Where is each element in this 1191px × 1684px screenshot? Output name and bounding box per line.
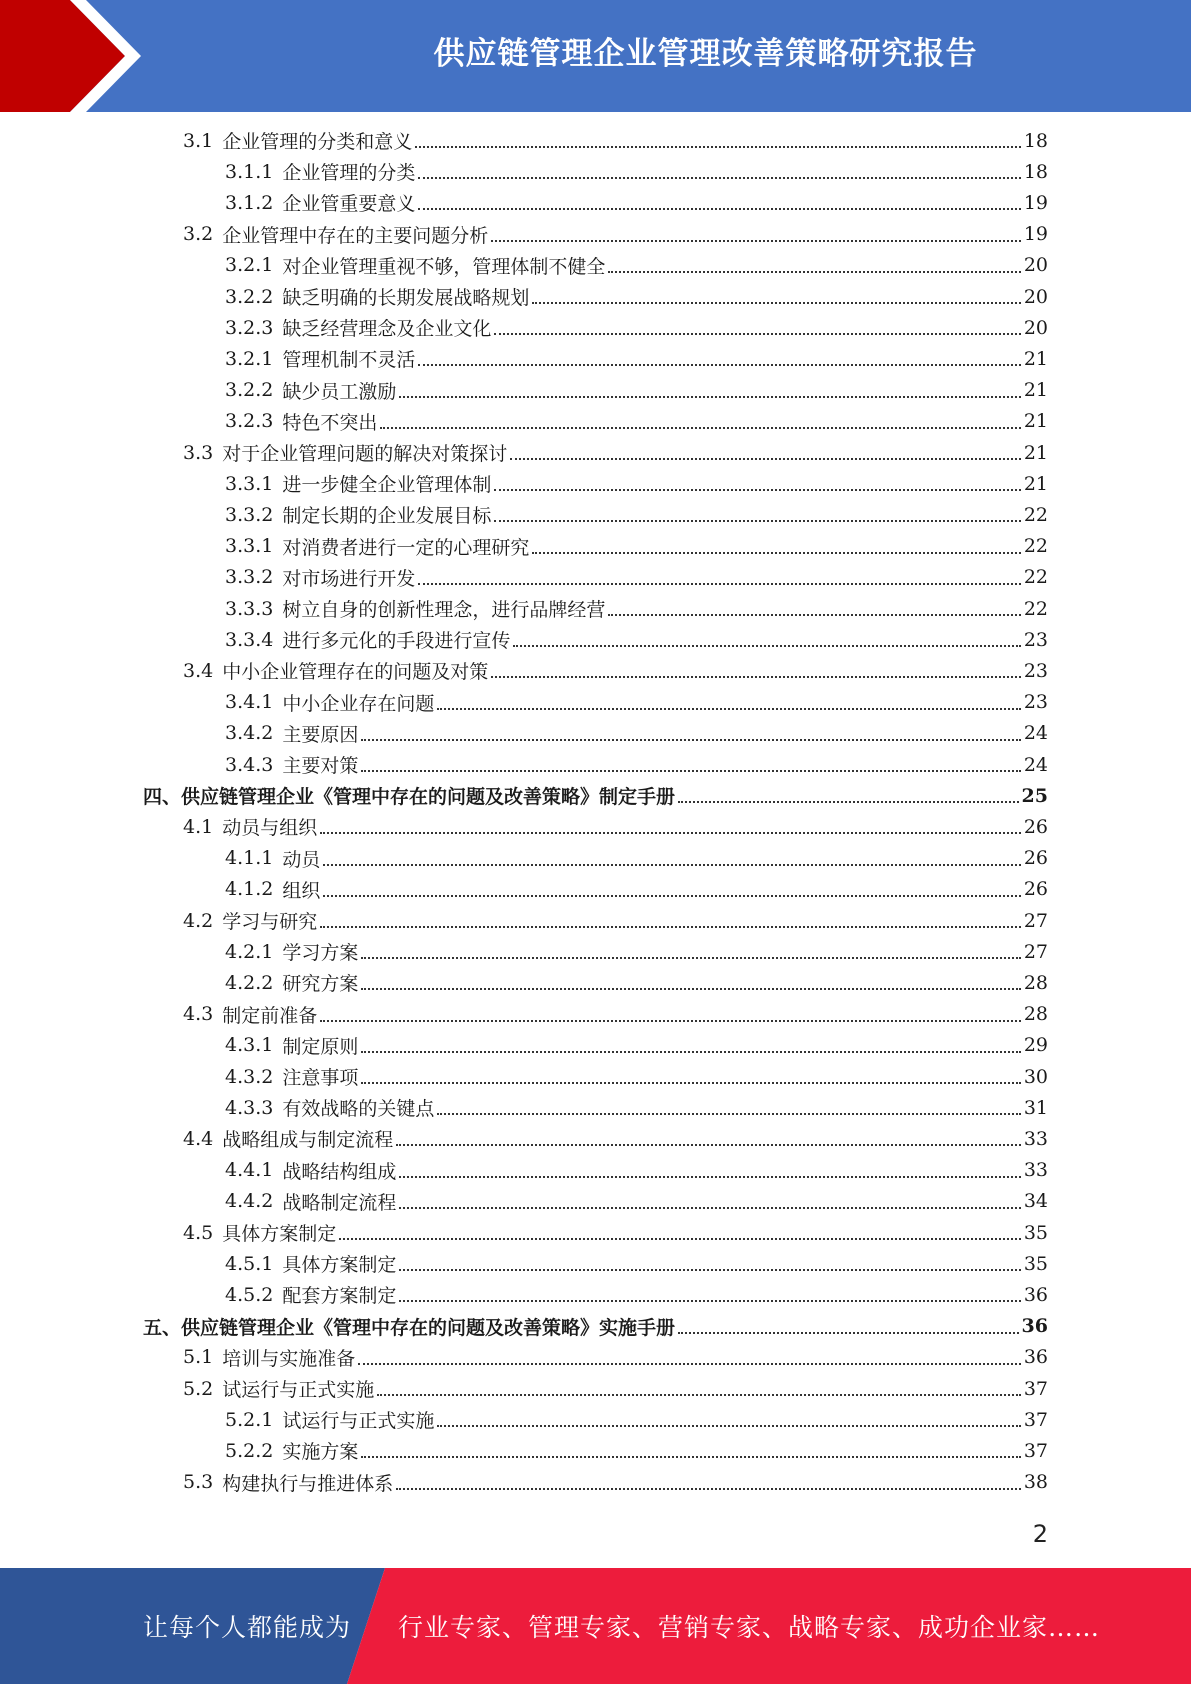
toc-entry[interactable] [183, 1217, 1048, 1248]
toc-entry-number: 3.3.1 [225, 535, 274, 558]
toc-entry[interactable] [225, 1186, 1048, 1217]
toc-entry-page: 34 [1023, 1190, 1048, 1213]
toc-entry-number: 4.1 [183, 815, 214, 838]
toc-entry-number: 4.4.2 [225, 1190, 274, 1213]
toc-entry-title: 学习方案 [282, 942, 359, 965]
toc-entry-page: 22 [1023, 597, 1048, 620]
toc-entry-page: 30 [1023, 1065, 1048, 1088]
toc-entry-page: 21 [1023, 441, 1048, 464]
toc-entry-page: 35 [1023, 1252, 1048, 1275]
toc-entry-title: 注意事项 [282, 1067, 359, 1089]
toc-entry-page: 36 [1023, 1346, 1048, 1369]
toc-entry[interactable] [225, 1030, 1048, 1061]
toc-entry-title: 企业管重要意义 [282, 193, 416, 216]
toc-entry[interactable] [143, 1311, 1048, 1342]
toc-entry[interactable] [183, 905, 1048, 936]
toc-entry-number: 4.5.1 [225, 1252, 274, 1275]
toc-entry-number: 4.2.2 [225, 971, 274, 994]
toc-dot-leader [678, 1331, 1019, 1334]
toc-dot-leader [418, 363, 1020, 366]
toc-entry-page: 25 [1021, 784, 1048, 807]
toc-entry-title: 缺少员工激励 [282, 380, 397, 403]
toc-entry-title: 对消费者进行一定的心理研究 [282, 536, 530, 559]
toc-dot-leader [510, 457, 1021, 460]
toc-entry-page: 36 [1023, 1283, 1048, 1306]
toc-dot-leader [399, 395, 1020, 398]
toc-entry-page: 22 [1023, 566, 1048, 589]
toc-dot-leader [320, 925, 1021, 928]
toc-dot-leader [323, 894, 1020, 897]
toc-entry-number: 5.2.1 [225, 1408, 274, 1431]
toc-entry-title: 动员 [282, 848, 321, 871]
toc-entry-page: 22 [1023, 503, 1048, 526]
toc-entry[interactable] [225, 468, 1048, 499]
toc-dot-leader [494, 488, 1020, 491]
toc-entry-title: 进行多元化的手段进行宣传 [282, 630, 511, 653]
page-footer [0, 1568, 1191, 1684]
toc-entry-title: 有效战略的关键点 [282, 1098, 435, 1121]
toc-entry-page: 33 [1023, 1127, 1048, 1150]
toc-dot-leader [399, 1299, 1020, 1302]
toc-entry[interactable] [183, 1342, 1048, 1373]
toc-entry[interactable] [183, 1123, 1048, 1154]
toc-entry-page: 24 [1023, 722, 1048, 745]
toc-entry-page: 23 [1023, 691, 1048, 714]
toc-entry-page: 33 [1023, 1159, 1048, 1182]
toc-entry-number: 3.2 [183, 223, 214, 246]
toc-dot-leader [361, 769, 1020, 772]
toc-entry-page: 23 [1023, 659, 1048, 682]
toc-entry[interactable] [225, 250, 1048, 281]
toc-entry-number: 4.3 [183, 1003, 214, 1026]
toc-entry[interactable] [225, 312, 1048, 343]
toc-entry-page: 18 [1023, 160, 1048, 183]
toc-entry[interactable] [183, 1467, 1048, 1498]
toc-dot-leader [608, 270, 1020, 273]
toc-entry-page: 19 [1023, 191, 1048, 214]
toc-entry-page: 28 [1023, 1003, 1048, 1026]
toc-dot-leader [437, 707, 1020, 710]
toc-entry-number: 3.3.3 [225, 597, 274, 620]
toc-entry-title: 缺乏经营理念及企业文化 [282, 318, 492, 341]
toc-entry[interactable] [225, 593, 1048, 624]
toc-entry-title: 战略结构组成 [282, 1160, 397, 1183]
toc-entry[interactable] [225, 967, 1048, 998]
toc-entry-number: 4.4.1 [225, 1159, 274, 1182]
toc-entry-page: 21 [1023, 472, 1048, 495]
toc-entry[interactable] [225, 406, 1048, 437]
toc-entry-title: 企业管理的分类和意义 [222, 131, 413, 153]
toc-entry-title: 战略制定流程 [282, 1191, 397, 1214]
toc-entry-title: 管理机制不灵活 [282, 349, 416, 372]
toc-entry[interactable] [225, 1404, 1048, 1435]
toc-entry[interactable] [225, 687, 1048, 718]
toc-dot-leader [339, 1237, 1021, 1240]
toc-entry-title: 培训与实施准备 [222, 1347, 356, 1370]
toc-entry-title: 供应链管理企业《管理中存在的问题及改善策略》实施手册 [181, 1316, 676, 1339]
toc-entry-title: 对企业管理重视不够，管理体制不健全 [282, 255, 606, 278]
toc-entry[interactable] [225, 1155, 1048, 1186]
toc-entry-number: 3.1.1 [225, 160, 274, 183]
toc-entry[interactable] [225, 375, 1048, 406]
toc-entry-title: 试运行与正式实施 [282, 1410, 435, 1433]
page-number: 2 [1032, 1520, 1048, 1548]
toc-entry[interactable] [183, 655, 1048, 686]
toc-entry-number: 4.3.1 [225, 1034, 274, 1057]
toc-entry-title: 具体方案制定 [282, 1254, 397, 1277]
toc-entry-title: 制定原则 [282, 1035, 359, 1058]
toc-entry[interactable] [225, 1279, 1048, 1310]
toc-dot-leader [494, 332, 1020, 335]
toc-entry-page: 21 [1023, 410, 1048, 433]
toc-entry[interactable] [225, 749, 1048, 780]
toc-entry-title: 企业管理的分类 [282, 162, 416, 185]
toc-dot-leader [361, 1081, 1020, 1084]
toc-dot-leader [437, 1424, 1020, 1427]
toc-entry-number: 3.4 [183, 659, 214, 682]
toc-entry-title: 组织 [282, 879, 321, 902]
toc-dot-leader [532, 551, 1020, 554]
toc-entry[interactable] [143, 780, 1048, 811]
toc-entry-title: 试运行与正式实施 [222, 1379, 375, 1401]
toc-dot-leader [361, 1455, 1020, 1458]
toc-entry-page: 26 [1023, 878, 1048, 901]
toc-entry-title: 特色不突出 [282, 411, 378, 434]
toc-entry-page: 37 [1023, 1439, 1048, 1462]
toc-entry-number: 四、 [143, 786, 182, 809]
toc-entry-title: 战略组成与制定流程 [222, 1129, 394, 1152]
toc-entry-number: 5.3 [183, 1471, 214, 1494]
toc-entry-number: 4.1.1 [225, 847, 274, 870]
toc-entry[interactable] [225, 562, 1048, 593]
toc-entry[interactable] [225, 531, 1048, 562]
toc-entry-title: 制定长期的企业发展目标 [282, 505, 492, 528]
toc-entry-title: 制定前准备 [222, 1004, 318, 1027]
toc-entry[interactable] [183, 125, 1048, 156]
toc-entry-page: 27 [1023, 940, 1048, 963]
toc-entry-page: 26 [1023, 815, 1048, 838]
toc-entry-page: 27 [1023, 909, 1048, 932]
toc-entry-number: 3.2.2 [225, 285, 274, 308]
toc-entry-title: 动员与组织 [222, 817, 318, 840]
toc-entry-number: 4.1.2 [225, 878, 274, 901]
toc-entry-title: 具体方案制定 [222, 1223, 337, 1245]
toc-entry[interactable] [183, 219, 1048, 250]
toc-entry-title: 实施方案 [282, 1441, 359, 1464]
toc-entry[interactable] [183, 811, 1048, 842]
toc-entry-title: 对于企业管理问题的解决对策探讨 [222, 443, 508, 465]
toc-dot-leader [491, 675, 1021, 678]
toc-entry-number: 5.2 [183, 1377, 214, 1400]
toc-entry[interactable] [183, 999, 1048, 1030]
toc-entry-title: 缺乏明确的长期发展战略规划 [282, 287, 530, 309]
toc-entry-number: 3.3.1 [225, 472, 274, 495]
toc-entry-page: 31 [1023, 1096, 1048, 1119]
toc-entry-page: 29 [1023, 1034, 1048, 1057]
toc-entry-number: 3.1.2 [225, 191, 274, 214]
toc-entry-page: 38 [1023, 1471, 1048, 1494]
toc-entry[interactable] [225, 843, 1048, 874]
toc-entry-number: 3.2.1 [225, 347, 274, 370]
header-chevron-decoration [0, 0, 160, 112]
toc-dot-leader [361, 987, 1020, 990]
toc-entry-page: 18 [1023, 129, 1048, 152]
toc-entry-number: 3.2.3 [225, 316, 274, 339]
toc-entry-number: 4.5 [183, 1221, 214, 1244]
toc-entry-title: 研究方案 [282, 973, 359, 996]
toc-entry-title: 企业管理中存在的主要问题分析 [222, 224, 489, 247]
toc-entry-title: 中小企业管理存在的问题及对策 [222, 661, 489, 684]
toc-entry-number: 3.1 [183, 129, 214, 152]
toc-entry-page: 21 [1023, 379, 1048, 402]
toc-entry-number: 3.3.2 [225, 566, 274, 589]
toc-entry-number: 3.3.2 [225, 503, 274, 526]
toc-entry[interactable] [225, 1435, 1048, 1466]
report-title: 供应链管理企业管理改善策略研究报告 [433, 35, 978, 72]
toc-entry-page: 21 [1023, 347, 1048, 370]
toc-dot-leader [399, 1175, 1020, 1178]
toc-entry-page: 22 [1023, 535, 1048, 558]
page-header [0, 0, 1191, 112]
toc-dot-leader [320, 1019, 1021, 1022]
toc-entry-page: 24 [1023, 753, 1048, 776]
toc-entry[interactable] [225, 718, 1048, 749]
toc-entry-page: 36 [1021, 1315, 1048, 1338]
toc-entry[interactable] [225, 187, 1048, 218]
toc-entry[interactable] [225, 624, 1048, 655]
toc-dot-leader [361, 738, 1020, 741]
toc-dot-leader [377, 1393, 1021, 1396]
toc-entry-title: 供应链管理企业《管理中存在的问题及改善策略》制定手册 [181, 786, 676, 809]
toc-entry-title: 主要对策 [282, 755, 359, 777]
toc-dot-leader [491, 239, 1021, 242]
toc-entry-title: 进一步健全企业管理体制 [282, 474, 492, 497]
toc-entry[interactable] [225, 156, 1048, 187]
toc-entry-title: 中小企业存在问题 [282, 692, 435, 715]
toc-dot-leader [399, 1206, 1020, 1209]
toc-dot-leader [513, 644, 1020, 647]
toc-entry-page: 37 [1023, 1408, 1048, 1431]
toc-entry[interactable] [225, 874, 1048, 905]
toc-entry-number: 3.4.2 [225, 722, 274, 745]
toc-dot-leader [361, 1050, 1020, 1053]
toc-entry-number: 3.2.1 [225, 254, 274, 277]
toc-dot-leader [399, 1268, 1020, 1271]
toc-entry[interactable] [225, 936, 1048, 967]
toc-dot-leader [608, 613, 1020, 616]
toc-entry[interactable] [225, 1248, 1048, 1279]
toc-dot-leader [380, 426, 1020, 429]
toc-entry-number: 3.4.1 [225, 691, 274, 714]
toc-entry-title: 构建执行与推进体系 [222, 1472, 394, 1495]
toc-entry-number: 5.2.2 [225, 1439, 274, 1462]
toc-entry-title: 主要原因 [282, 723, 359, 746]
toc-dot-leader [323, 863, 1020, 866]
toc-entry-number: 5.1 [183, 1346, 214, 1369]
toc-entry-number: 3.2.3 [225, 410, 274, 433]
toc-entry-page: 26 [1023, 847, 1048, 870]
toc-entry-title: 对市场进行开发 [282, 567, 416, 590]
toc-entry[interactable] [225, 499, 1048, 530]
toc-entry[interactable] [183, 437, 1048, 468]
toc-entry-number: 4.3.3 [225, 1096, 274, 1119]
toc-entry-page: 20 [1023, 254, 1048, 277]
toc-dot-leader [418, 582, 1020, 585]
toc-entry-page: 35 [1023, 1221, 1048, 1244]
toc-entry-page: 37 [1023, 1377, 1048, 1400]
toc-dot-leader [532, 301, 1020, 304]
toc-entry-number: 4.3.2 [225, 1065, 274, 1088]
toc-dot-leader [418, 176, 1020, 179]
toc-entry[interactable] [225, 1092, 1048, 1123]
toc-dot-leader [418, 207, 1020, 210]
toc-entry[interactable] [225, 1061, 1048, 1092]
toc-entry-number: 4.4 [183, 1127, 214, 1150]
toc-entry-number: 4.2.1 [225, 940, 274, 963]
toc-entry-page: 23 [1023, 628, 1048, 651]
toc-dot-leader [396, 1487, 1021, 1490]
toc-dot-leader [494, 519, 1020, 522]
toc-entry-number: 3.4.3 [225, 753, 274, 776]
toc-entry-title: 配套方案制定 [282, 1285, 397, 1308]
toc-entry[interactable] [183, 1373, 1048, 1404]
toc-entry-title: 学习与研究 [222, 911, 318, 933]
toc-entry-number: 4.2 [183, 909, 214, 932]
toc-entry-page: 28 [1023, 971, 1048, 994]
toc-entry-number: 3.3.4 [225, 628, 274, 651]
toc-entry-page: 20 [1023, 285, 1048, 308]
toc-entry-page: 20 [1023, 316, 1048, 339]
toc-entry[interactable] [225, 343, 1048, 374]
toc-entry-number: 3.2.2 [225, 379, 274, 402]
toc-entry[interactable] [225, 281, 1048, 312]
toc-dot-leader [361, 956, 1020, 959]
footer-slogan-right: 行业专家、管理专家、营销专家、战略专家、成功企业家…… [398, 1613, 1101, 1642]
toc-dot-leader [415, 145, 1021, 148]
toc-entry-number: 4.5.2 [225, 1283, 274, 1306]
toc-dot-leader [437, 1112, 1020, 1115]
toc-entry-title: 树立自身的创新性理念，进行品牌经营 [282, 599, 606, 621]
toc-dot-leader [678, 800, 1019, 803]
toc-dot-leader [320, 831, 1021, 834]
toc-entry-number: 五、 [143, 1316, 182, 1339]
toc-entry-number: 3.3 [183, 441, 214, 464]
toc-dot-leader [396, 1143, 1021, 1146]
toc-dot-leader [358, 1362, 1021, 1365]
toc-entry-page: 19 [1023, 223, 1048, 246]
footer-slogan-left: 让每个人都能成为 [143, 1613, 352, 1642]
